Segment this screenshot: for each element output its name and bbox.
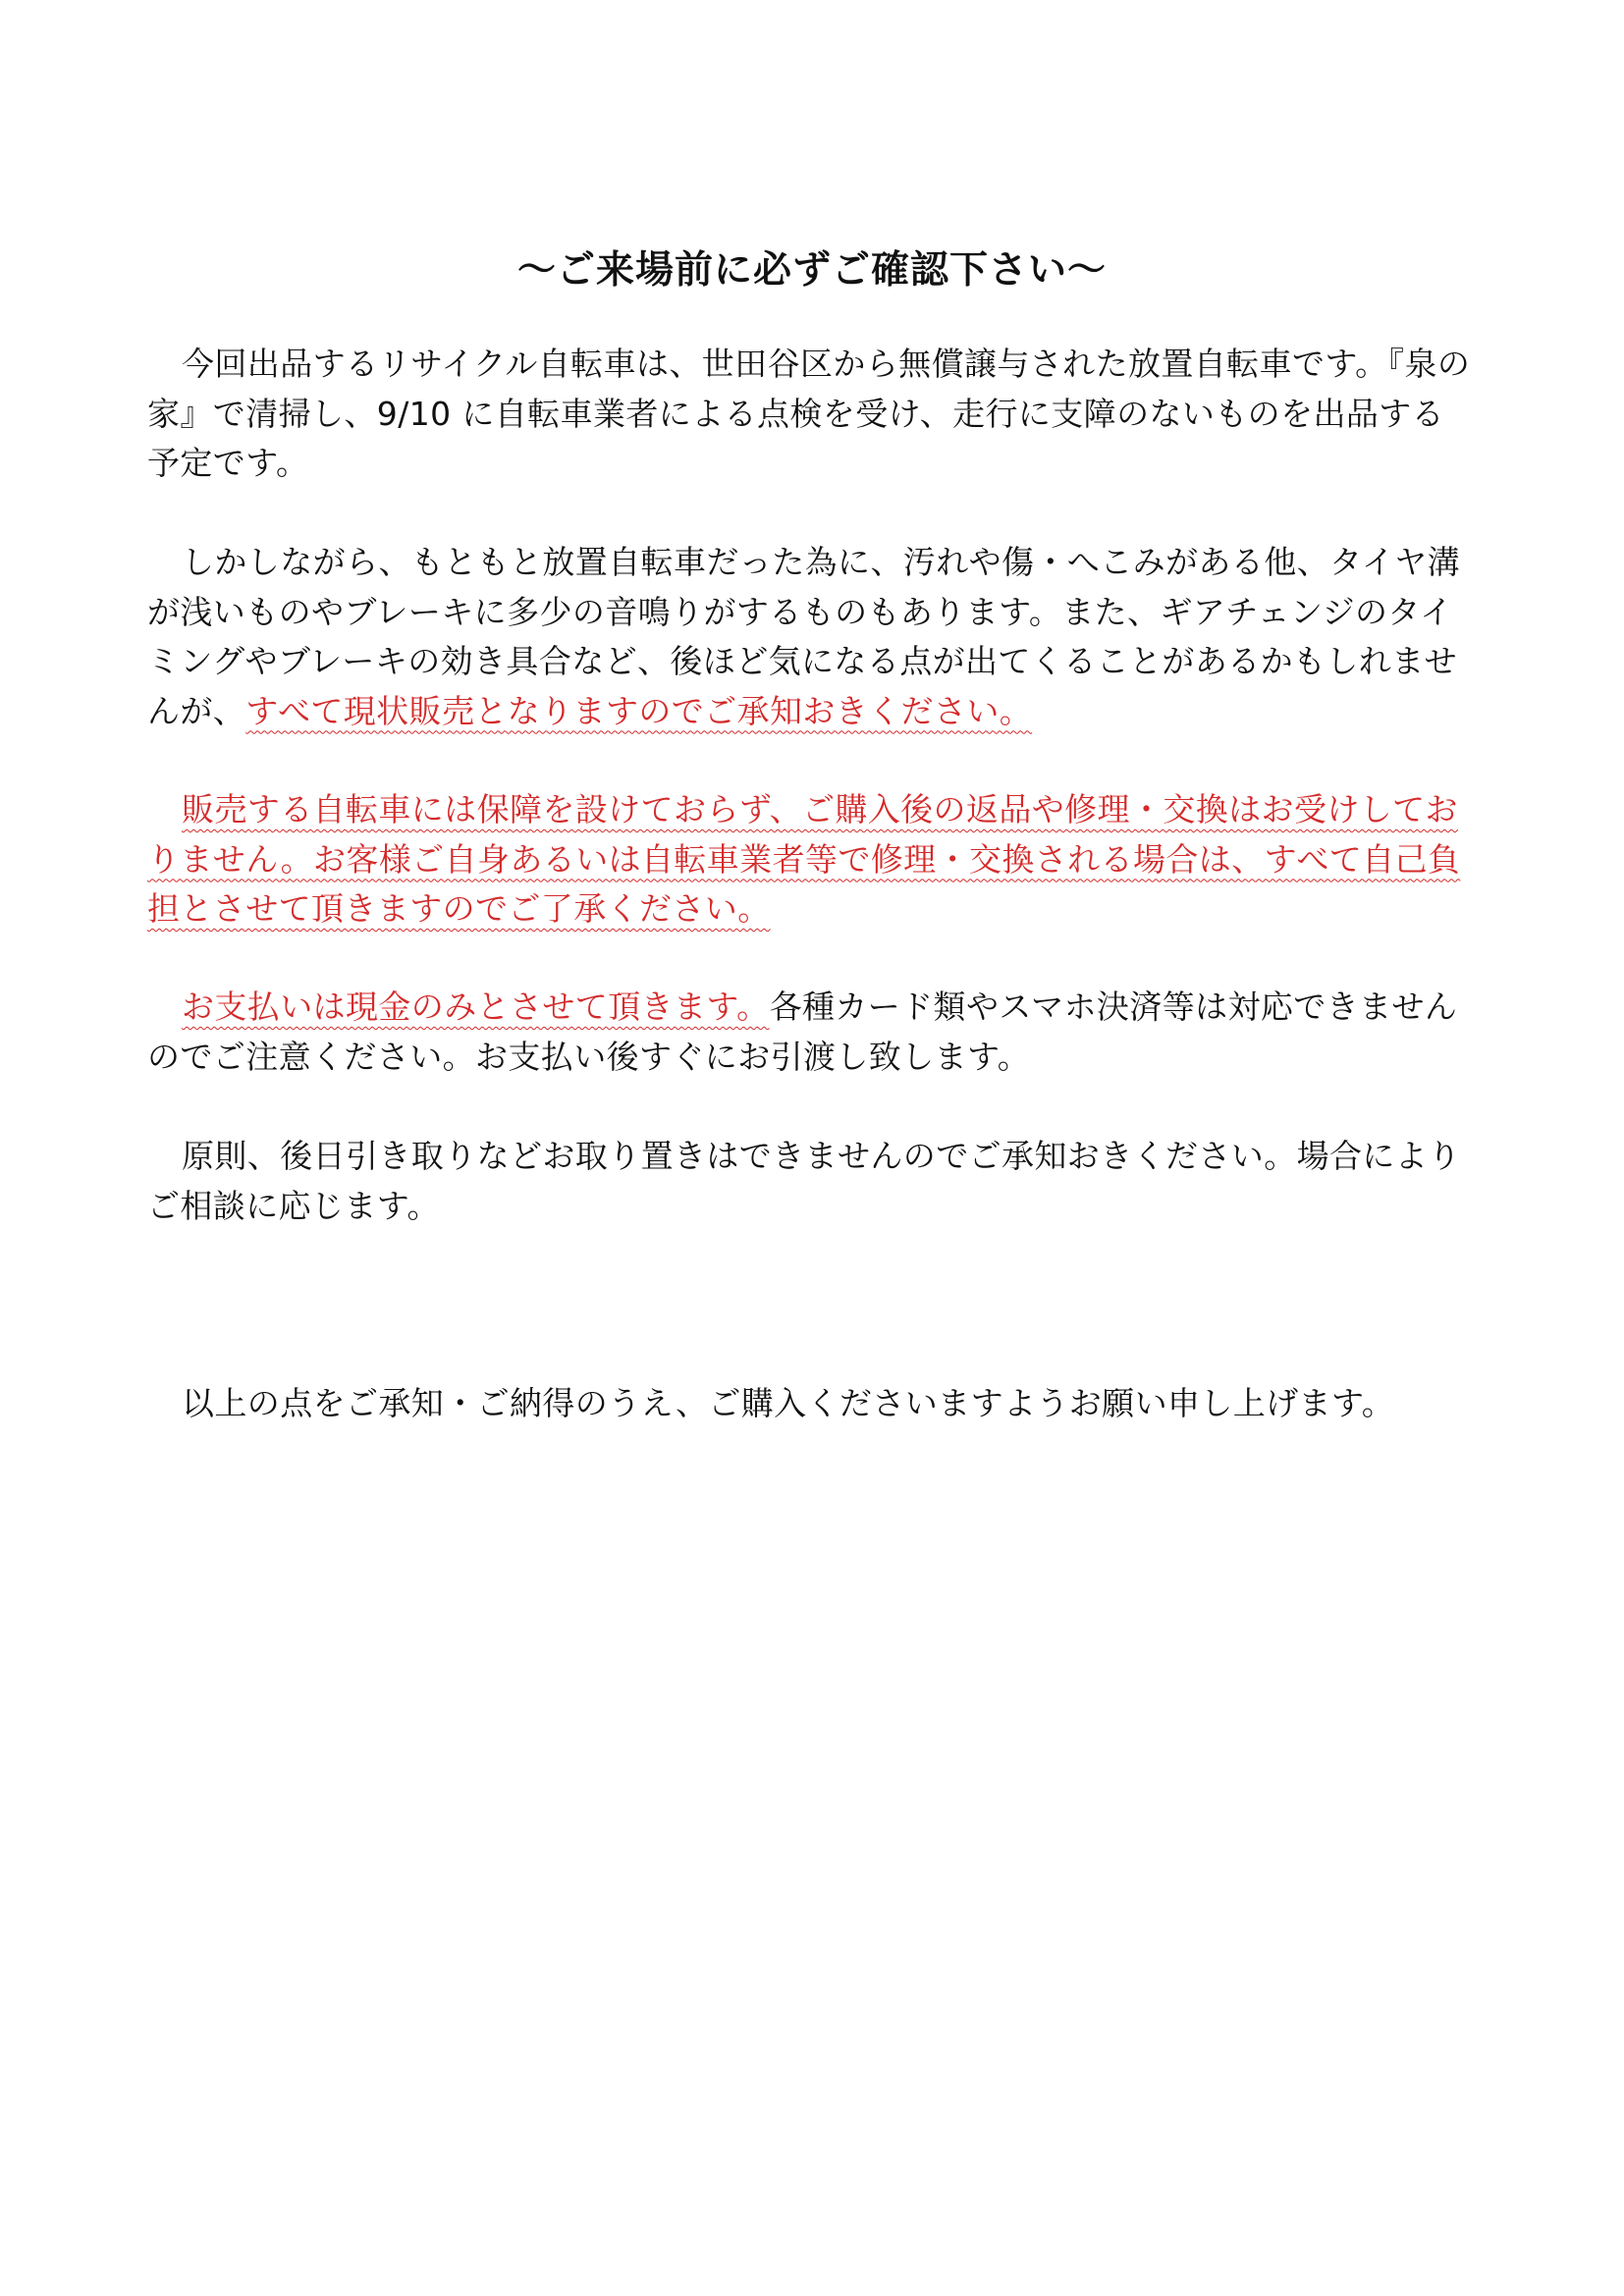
paragraph-no-warranty bbox=[147, 785, 1475, 934]
no-warranty-warning: 販売する自転車には保障を設けておらず、ご購入後の返品や修理・交換はお受けしておりません。お客様ご自身あるいは自転車業者等で修理・交換される場合は、すべて自己負担とさせて頂きますのでご了承ください。 bbox=[147, 790, 1461, 928]
cash-only-warning: お支払いは現金のみとさせて頂きます。 bbox=[182, 988, 770, 1026]
page-title: ～ご来場前に必ずご確認下さい～ bbox=[516, 248, 1107, 294]
paragraph-condition-notice bbox=[147, 538, 1475, 736]
as-is-sale-warning: すべて現状販売となりますのでご承知おきください。 bbox=[245, 691, 1033, 730]
condition-notice-text: しかしながら、もともと放置自転車だった為に、汚れや傷・へこみがある他、タイヤ溝が浅いものやブレーキに多少の音鳴りがするものもあります。また、ギアチェンジのタイミングやブレーキの効き具合など、後ほど気になる点が出てくることがあるかもしれませんが、 bbox=[147, 543, 1460, 730]
paragraph-no-holding: 原則、後日引き取りなどお取り置きはできませんのでご承知おきください。場合によりご相談に応じます。 bbox=[147, 1137, 1461, 1225]
paragraph-closing: 以上の点をご承知・ご納得のうえ、ご購入くださいますようお願い申し上げます。 bbox=[182, 1384, 1395, 1422]
payment-details-text: 各種カード類やスマホ決済等は対応できませんのでご注意ください。お支払い後すぐにお引渡し致します。 bbox=[147, 988, 1458, 1076]
paragraph-intro: 今回出品するリサイクル自転車は、世田谷区から無償譲与された放置自転車です。『泉の家』で清掃し、9/10 に自転車業者による点検を受け、走行に支障のないものを出品する予定です。 bbox=[147, 345, 1471, 482]
paragraph-payment bbox=[147, 983, 1475, 1082]
